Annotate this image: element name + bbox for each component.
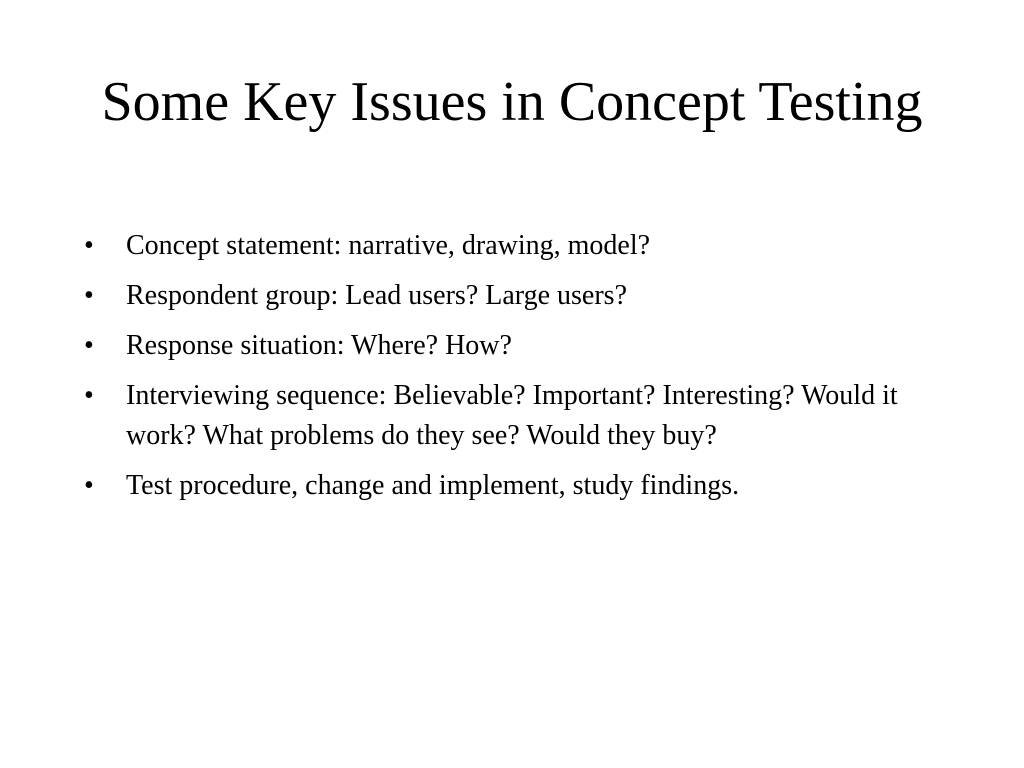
bullet-item <box>84 376 944 456</box>
bullet-text: Response situation: Where? How? <box>126 330 512 361</box>
bullet-item <box>84 226 944 266</box>
bullet-text: Concept statement: narrative, drawing, model? <box>126 230 651 261</box>
bullet-text: Test procedure, change and implement, study findings. <box>126 470 740 501</box>
bullet-marker: • <box>84 470 94 501</box>
bullet-item <box>84 326 944 366</box>
bullet-text: Respondent group: Lead users? Large users? <box>126 280 627 311</box>
bullet-list <box>84 226 944 516</box>
bullet-marker: • <box>84 380 94 411</box>
bullet-marker: • <box>84 280 94 311</box>
bullet-item <box>84 466 944 506</box>
bullet-text: Interviewing sequence: Believable? Important? Interesting? Would it work? What problems do they see? Would they buy? <box>126 380 898 451</box>
bullet-marker: • <box>84 330 94 361</box>
bullet-marker: • <box>84 230 94 261</box>
bullet-item <box>84 276 944 316</box>
slide-title: Some Key Issues in Concept Testing <box>101 71 923 133</box>
